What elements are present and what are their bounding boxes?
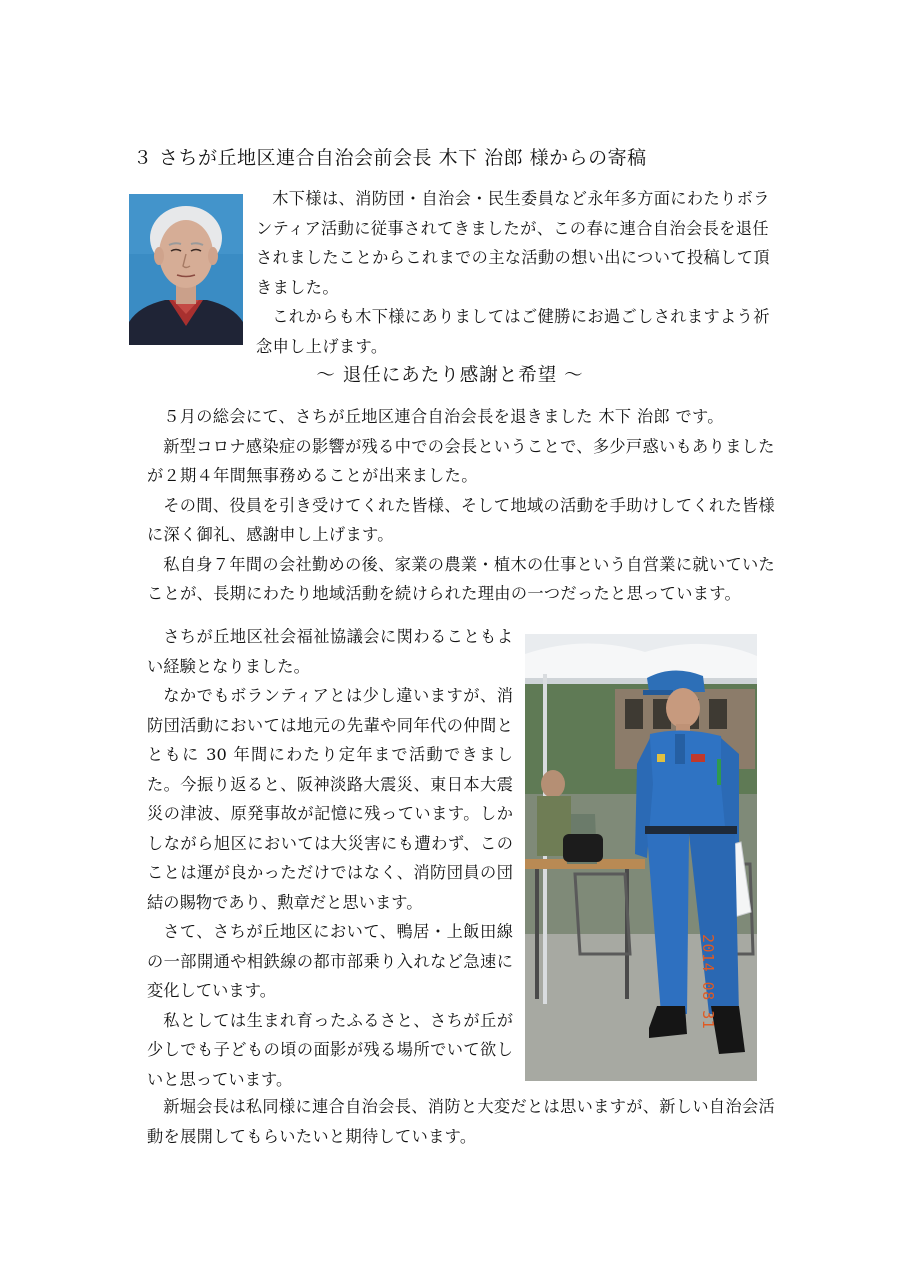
- article-body-bottom: [147, 1092, 777, 1151]
- intro-paragraph: これからも木下様にありましてはご健勝にお過ごしされますよう祈念申し上げます。: [256, 307, 770, 356]
- portrait-photo: [129, 194, 243, 345]
- body-paragraph: その間、役員を引き受けてくれた皆様、そして地域の活動を手助けしてくれた皆様に深く御礼、感謝申し上げます。: [147, 495, 776, 544]
- body-paragraph: 新型コロナ感染症の影響が残る中での会長ということで、多少戸惑いもありましたが２期４年間無事務めることが出来ました。: [147, 436, 775, 485]
- body-paragraph: なかでもボランティアとは少し違いますが、消防団活動においては地元の先輩や同年代の仲間とともに 30 年間にわたり定年まで活動できました。今振り返ると、阪神淡路大震災、東日本大震災の津波、原発事故が記憶に残っています。しかしながら旭区においては大災害にも遭わず、このことは運が良かっただけではなく、消防団員の団結の賜物であり、勲章だと思います。: [147, 686, 513, 912]
- firefighter-photo: [525, 634, 757, 1081]
- intro-paragraph: 木下様は、消防団・自治会・民生委員など永年多方面にわたりボランティア活動に従事されてきましたが、この春に連合自治会長を退任されましたことからこれまでの主な活動の想い出について投稿して頂きました。: [256, 189, 770, 297]
- article-subtitle: ～ 退任にあたり感謝と希望 ～: [316, 365, 584, 386]
- firefighter-illustration: [525, 634, 757, 1081]
- portrait-illustration: [129, 194, 243, 345]
- article-body-top: [147, 402, 777, 609]
- body-paragraph: さちが丘地区社会福祉協議会に関わることもよい経験となりました。: [147, 627, 513, 676]
- article-body-column: [147, 622, 513, 1094]
- photo-date-stamp: 2014 08 31: [699, 934, 717, 1030]
- body-paragraph: 新堀会長は私同様に連合自治会長、消防と大変だとは思いますが、新しい自治会活動を展開してもらいたいと期待しています。: [147, 1097, 776, 1146]
- intro-text: [256, 184, 776, 361]
- body-paragraph: さて、さちが丘地区において、鴨居・上飯田線の一部開通や相鉄線の都市部乗り入れなど急速に変化しています。: [147, 922, 513, 1000]
- body-paragraph: 私自身７年間の会社勤めの後、家業の農業・植木の仕事という自営業に就いていたことが、長期にわたり地域活動を続けられた理由の一つだったと思っています。: [147, 554, 776, 603]
- section-heading: ３ さちが丘地区連合自治会前会長 木下 治郎 様からの寄稿: [133, 147, 647, 169]
- body-paragraph: 私としては生まれ育ったふるさと、さちが丘が少しでも子どもの頃の面影が残る場所でいて欲しいと思っています。: [147, 1010, 513, 1089]
- body-paragraph: ５月の総会にて、さちが丘地区連合自治会長を退きました 木下 治郎 です。: [163, 407, 724, 426]
